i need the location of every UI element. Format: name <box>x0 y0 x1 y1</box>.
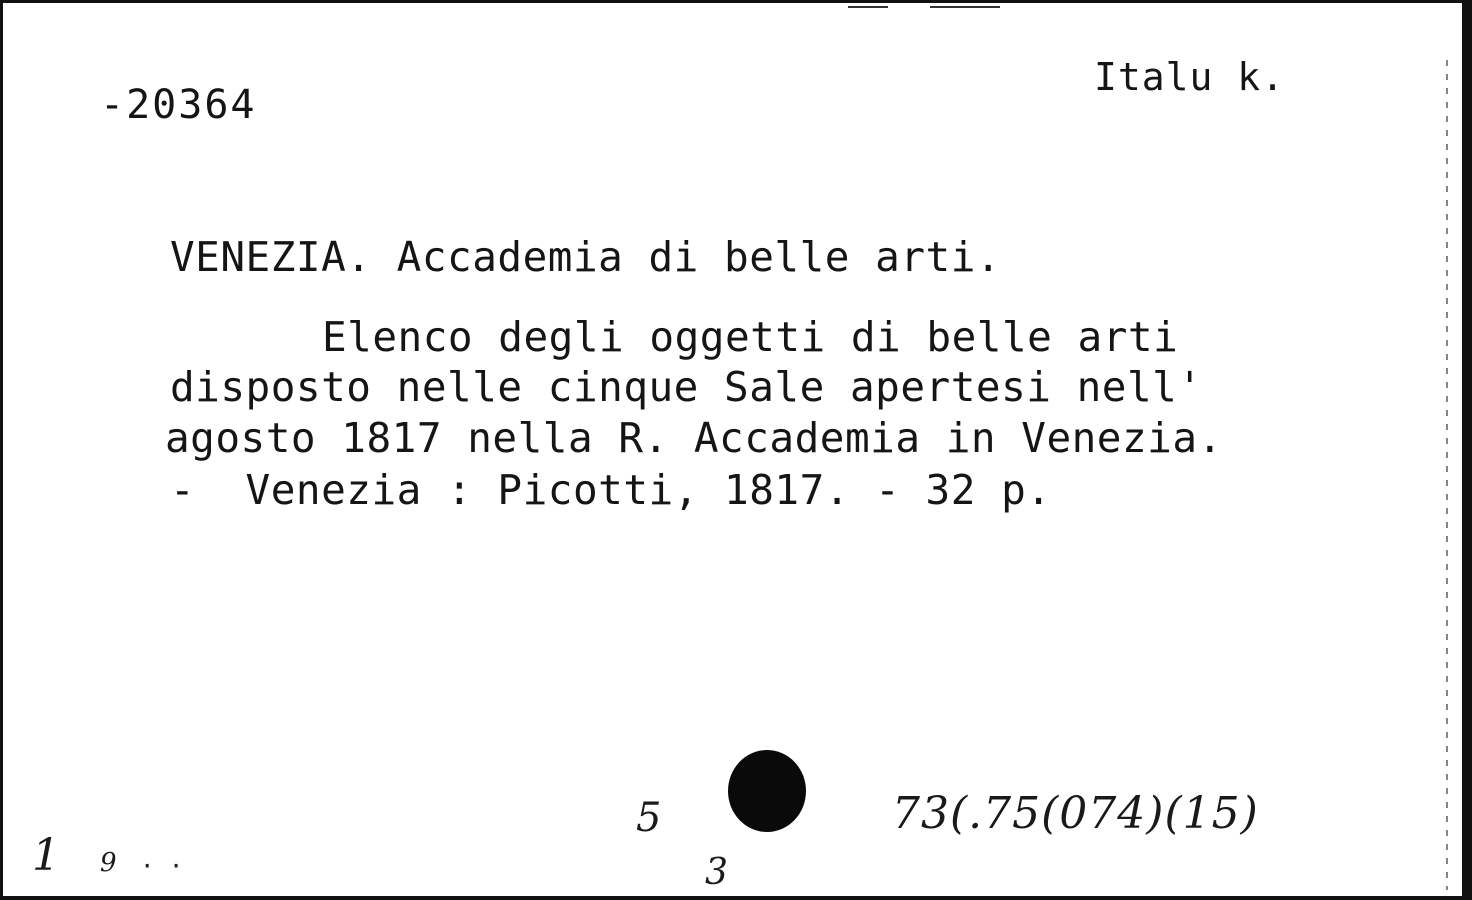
scan-specks: · · <box>140 852 184 880</box>
catalog-heading: VENEZIA. Accademia di belle arti. <box>170 233 1002 281</box>
handwritten-numeral: 1 <box>32 830 60 881</box>
handwritten-mark: 9 <box>100 848 117 878</box>
card-edge-top <box>0 0 1472 3</box>
title-line: disposto nelle cinque Sale apertesi nell' <box>170 363 1203 411</box>
scan-artifact <box>930 6 1000 8</box>
language-code: Italu k. <box>1094 55 1286 99</box>
imprint-line: - Venezia : Picotti, 1817. - 32 p. <box>170 466 1052 514</box>
title-line: Elenco degli oggetti di belle arti <box>322 313 1179 361</box>
call-number: -20364 <box>100 82 257 128</box>
handwritten-classification: 73(.75(074)(15) <box>892 788 1259 839</box>
handwritten-mark: 5 <box>636 795 662 841</box>
scan-artifact <box>848 6 888 8</box>
card-edge-right-shadow <box>1446 60 1448 890</box>
handwritten-mark: 3 <box>705 852 728 893</box>
card-edge-left <box>0 0 3 900</box>
punch-hole <box>728 750 806 832</box>
card-edge-right <box>1462 0 1472 900</box>
card-edge-bottom <box>0 896 1472 900</box>
title-line: agosto 1817 nella R. Accademia in Venezia. <box>165 414 1223 462</box>
